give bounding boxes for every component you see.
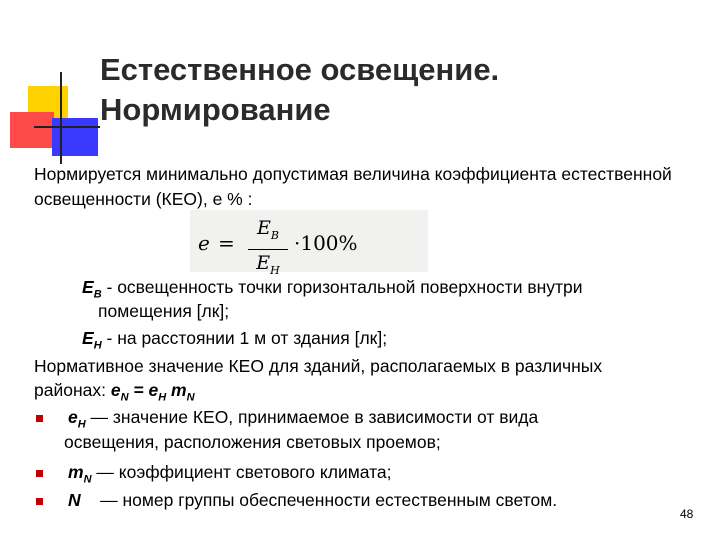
def-eb-line-2: помещения [лк]; <box>98 301 230 321</box>
bullet-2-sub: N <box>83 473 92 486</box>
bullet-1-symbol <box>68 407 86 431</box>
bullet-1-text: — значение КЕО, принимаемое в зависимости от вида <box>85 407 539 427</box>
norm-eq-m: m <box>166 380 187 400</box>
formula-equals: = <box>218 231 235 255</box>
bullet-3-symbol: N <box>68 490 81 510</box>
formula-rhs: ·100% <box>294 231 358 255</box>
formula-numerator <box>248 216 288 248</box>
norm-eq-mid: = e <box>128 380 159 400</box>
bullet-marker-3 <box>36 498 43 505</box>
intro-text: Нормируется минимально допустимая величина коэффициента естественной освещенности (КЕО), е % : <box>34 164 672 209</box>
decor-red-square <box>10 112 54 148</box>
formula-num-sub: B <box>270 228 279 242</box>
bullet-2-letter: m <box>68 462 84 482</box>
norm-eq-m-sub: N <box>186 391 195 404</box>
def-eh-text: - на расстоянии 1 м от здания [лк]; <box>101 328 388 348</box>
formula-fraction-bar <box>248 249 288 251</box>
formula-den-letter: E <box>256 252 271 275</box>
decor-blue-square <box>52 118 98 156</box>
norm-eq-mid-sub: H <box>158 391 167 404</box>
def-eb-symbol <box>82 277 102 301</box>
bullet-1-letter: e <box>68 407 78 427</box>
formula-fraction <box>248 216 288 283</box>
norm-prefix: районах: <box>34 380 111 400</box>
bullet-3-text: — номер группы обеспеченности естественным светом. <box>80 490 558 510</box>
decor-vertical-line <box>60 72 62 164</box>
keo-formula <box>190 210 428 278</box>
def-eh-sub: H <box>93 339 102 352</box>
norm-eq-e-sub: N <box>120 391 129 404</box>
bullet-2-text: — коэффициент светового климата; <box>91 462 392 482</box>
bullet-marker-1 <box>36 415 43 422</box>
norm-line-1: Нормативное значение КЕО для зданий, располагаемых в различных <box>34 356 603 376</box>
norm-eq-e: e <box>110 380 121 400</box>
def-eb-text: - освещенность точки горизонтальной поверхности внутри <box>101 277 583 297</box>
norm-equation <box>110 380 195 404</box>
bullet-marker-2 <box>36 470 43 477</box>
formula-den-sub: H <box>270 264 280 278</box>
bullet-item-1-cont: освещения, расположения световых проемов; <box>64 432 441 452</box>
def-eh-symbol <box>82 328 102 352</box>
page-number: 48 <box>680 507 694 521</box>
page-title <box>100 50 499 130</box>
def-eb-sub: B <box>93 288 102 301</box>
formula-lhs: e <box>198 231 210 255</box>
title-line-1: Естественное освещение. <box>100 52 500 87</box>
def-eh-letter: E <box>82 328 94 348</box>
bullet-2-symbol <box>68 462 92 486</box>
bullet-item-3 <box>68 488 557 513</box>
def-eb-letter: E <box>82 277 94 297</box>
bullet-1-sub: H <box>77 418 86 431</box>
formula-num-letter: E <box>257 217 271 239</box>
decor-horizontal-line <box>34 126 100 128</box>
title-line-2: Нормирование <box>100 92 331 127</box>
